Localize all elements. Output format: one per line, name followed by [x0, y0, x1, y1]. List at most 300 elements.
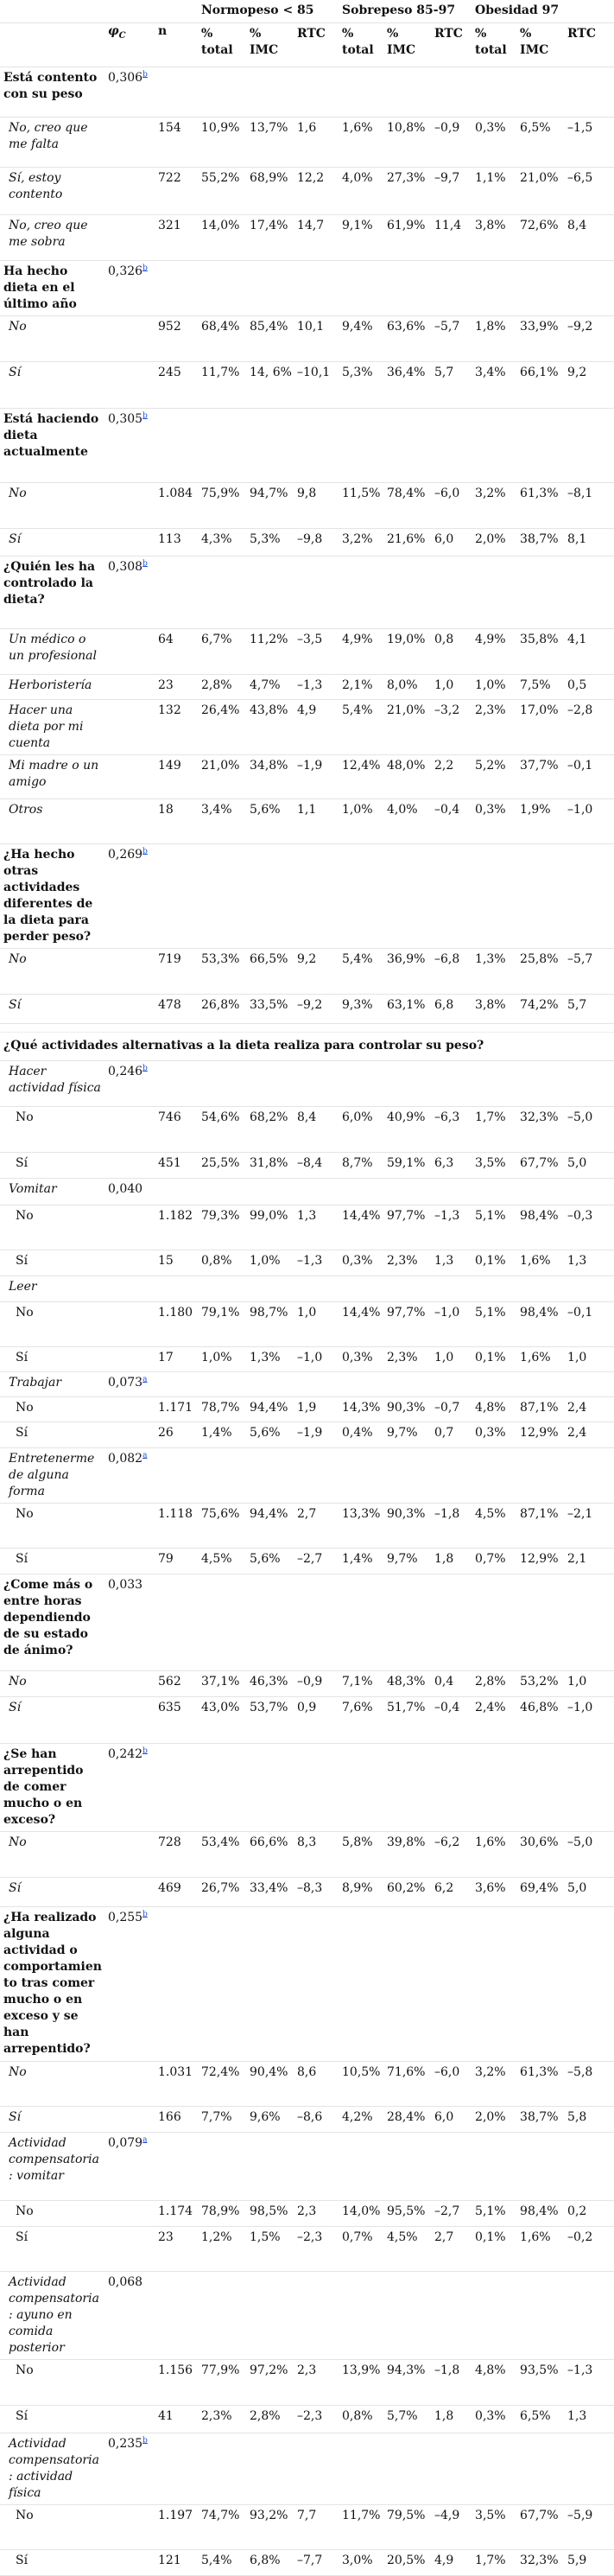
normopeso-rtc: –0,9 — [294, 1671, 339, 1697]
sobrepeso-imc — [384, 2272, 432, 2360]
n-value: 121 — [155, 2550, 199, 2576]
answer-row — [0, 949, 614, 995]
sobrepeso-total: 5,4% — [339, 949, 384, 995]
sobrepeso-imc: 39,8% — [384, 1832, 432, 1878]
normopeso-total — [199, 1448, 247, 1504]
normopeso-total: 4,5% — [199, 1549, 247, 1574]
obesidad-imc — [517, 844, 565, 949]
obesidad-total: 4,8% — [472, 2360, 517, 2406]
question-label: Está haciendo dieta actualmente — [0, 409, 105, 483]
normopeso-total — [199, 261, 247, 316]
sobrepeso-total — [339, 2272, 384, 2360]
normopeso-rtc: 4,9 — [294, 700, 339, 755]
obesidad-imc: 46,8% — [517, 1697, 565, 1744]
sobrepeso-rtc: 6,0 — [432, 529, 472, 557]
normopeso-total: 21,0% — [199, 755, 247, 799]
phi-cell — [105, 118, 155, 168]
sobrepeso-imc: 60,2% — [384, 1878, 432, 1907]
obesidad-imc — [517, 1179, 565, 1205]
answer-label: No — [0, 316, 105, 362]
normopeso-total: 72,4% — [199, 2062, 247, 2107]
phi-cell — [105, 557, 155, 629]
n-value — [155, 2272, 199, 2360]
n-value: 1.182 — [155, 1205, 199, 1250]
answer-row — [0, 1250, 614, 1276]
obesidad-total: 3,2% — [472, 2062, 517, 2107]
sobrepeso-total: 12,4% — [339, 755, 384, 799]
sobrepeso-rtc: 2,2 — [432, 755, 472, 799]
obesidad-imc: 32,3% — [517, 1107, 565, 1153]
phi-cell — [105, 2360, 155, 2406]
normopeso-total: 1,0% — [199, 1347, 247, 1372]
normopeso-rtc: 8,4 — [294, 1107, 339, 1153]
normopeso-imc — [247, 1179, 294, 1205]
normopeso-total: 55,2% — [199, 168, 247, 215]
obesidad-imc: 32,3% — [517, 2550, 565, 2576]
normopeso-total: 7,7% — [199, 2107, 247, 2133]
obesidad-rtc: 5,9 — [565, 2550, 614, 2576]
sobrepeso-imc — [384, 67, 432, 118]
question-row — [0, 2272, 614, 2360]
phi-cell — [105, 2406, 155, 2433]
obesidad-total — [472, 2272, 517, 2360]
sobrepeso-rtc: 5,7 — [432, 362, 472, 409]
n-value: 478 — [155, 995, 199, 1024]
sobrepeso-imc: 21,0% — [384, 700, 432, 755]
sobrepeso-rtc: –1,3 — [432, 1205, 472, 1250]
normopeso-total — [199, 1744, 247, 1832]
obesidad-total — [472, 1372, 517, 1397]
normopeso-total: 6,7% — [199, 629, 247, 675]
question-label: Ha hecho dieta en el último año — [0, 261, 105, 316]
answer-label: Sí — [0, 2107, 105, 2133]
header-group-sobrepeso: Sobrepeso 85-97 — [339, 0, 472, 23]
answer-row — [0, 995, 614, 1024]
n-value: 64 — [155, 629, 199, 675]
sobrepeso-rtc: 1,8 — [432, 1549, 472, 1574]
phi-cell — [105, 1107, 155, 1153]
normopeso-rtc — [294, 1574, 339, 1671]
obesidad-total: 3,5% — [472, 1153, 517, 1179]
normopeso-rtc — [294, 1276, 339, 1302]
obesidad-total — [472, 2133, 517, 2201]
normopeso-imc — [247, 1744, 294, 1832]
normopeso-rtc: 2,3 — [294, 2360, 339, 2406]
normopeso-total: 2,3% — [199, 2406, 247, 2433]
phi-cell — [105, 2133, 155, 2201]
obesidad-imc: 93,5% — [517, 2360, 565, 2406]
sobrepeso-imc: 19,0% — [384, 629, 432, 675]
header-total-2: % total — [339, 23, 384, 67]
answer-label: Sí — [0, 1347, 105, 1372]
obesidad-rtc: 2,1 — [565, 1549, 614, 1574]
obesidad-imc: 25,8% — [517, 949, 565, 995]
sobrepeso-imc: 90,3% — [384, 1397, 432, 1422]
obesidad-rtc — [565, 261, 614, 316]
footnote-link[interactable]: b — [142, 70, 148, 80]
phi-value: 0,079 — [108, 2136, 143, 2150]
footnote-link[interactable]: b — [142, 264, 148, 273]
answer-row — [0, 1107, 614, 1153]
question-row — [0, 1372, 614, 1397]
sobrepeso-rtc: –6,8 — [432, 949, 472, 995]
answer-label: Sí — [0, 1697, 105, 1744]
sobrepeso-imc: 28,4% — [384, 2107, 432, 2133]
answer-row — [0, 215, 614, 261]
sobrepeso-imc: 94,3% — [384, 2360, 432, 2406]
normopeso-imc — [247, 261, 294, 316]
header-group-obesidad: Obesidad 97 — [472, 0, 614, 23]
phi-cell — [105, 700, 155, 755]
obesidad-rtc: –1,0 — [565, 1697, 614, 1744]
n-value: 321 — [155, 215, 199, 261]
answer-label: No — [0, 2360, 105, 2406]
sobrepeso-rtc: –0,4 — [432, 799, 472, 844]
obesidad-rtc: –9,2 — [565, 316, 614, 362]
obesidad-rtc — [565, 1179, 614, 1205]
obesidad-imc — [517, 1907, 565, 2062]
normopeso-imc — [247, 1276, 294, 1302]
normopeso-total: 25,5% — [199, 1153, 247, 1179]
obesidad-imc — [517, 409, 565, 483]
normopeso-imc: 90,4% — [247, 2062, 294, 2107]
sobrepeso-rtc: 0,7 — [432, 1422, 472, 1448]
phi-cell — [105, 1302, 155, 1347]
normopeso-total: 74,7% — [199, 2505, 247, 2550]
sobrepeso-rtc: –3,2 — [432, 700, 472, 755]
n-value — [155, 409, 199, 483]
normopeso-imc: 5,3% — [247, 529, 294, 557]
sobrepeso-rtc: –6,3 — [432, 1107, 472, 1153]
sobrepeso-rtc — [432, 2433, 472, 2505]
sobrepeso-imc: 4,0% — [384, 799, 432, 844]
normopeso-imc: 94,4% — [247, 1397, 294, 1422]
sobrepeso-imc: 5,7% — [384, 2406, 432, 2433]
header-total-1: % total — [199, 23, 247, 67]
sobrepeso-imc: 10,8% — [384, 118, 432, 168]
answer-row — [0, 1153, 614, 1179]
question-label: ¿Ha hecho otras actividades diferentes de la dieta para perder peso? — [0, 844, 105, 949]
normopeso-imc: 68,2% — [247, 1107, 294, 1153]
sobrepeso-imc — [384, 1448, 432, 1504]
normopeso-imc: 66,6% — [247, 1832, 294, 1878]
sobrepeso-total: 14,3% — [339, 1397, 384, 1422]
obesidad-imc: 98,4% — [517, 1302, 565, 1347]
sobrepeso-imc — [384, 1744, 432, 1832]
normopeso-total: 26,7% — [199, 1878, 247, 1907]
normopeso-rtc: 12,2 — [294, 168, 339, 215]
normopeso-rtc — [294, 2433, 339, 2505]
footnote-link[interactable]: b — [142, 2436, 148, 2446]
obesidad-rtc — [565, 2433, 614, 2505]
obesidad-rtc: –1,5 — [565, 118, 614, 168]
obesidad-imc — [517, 2272, 565, 2360]
sobrepeso-imc: 2,3% — [384, 1347, 432, 1372]
obesidad-total: 2,0% — [472, 2107, 517, 2133]
normopeso-rtc: 9,8 — [294, 483, 339, 529]
sobrepeso-rtc: –0,9 — [432, 118, 472, 168]
sobrepeso-total — [339, 2433, 384, 2505]
obesidad-imc — [517, 1574, 565, 1671]
obesidad-rtc: –1,3 — [565, 2360, 614, 2406]
sobrepeso-rtc: –1,8 — [432, 1504, 472, 1549]
normopeso-total: 37,1% — [199, 1671, 247, 1697]
sobrepeso-imc: 59,1% — [384, 1153, 432, 1179]
obesidad-total: 0,1% — [472, 1347, 517, 1372]
normopeso-total: 2,8% — [199, 675, 247, 700]
phi-cell — [105, 316, 155, 362]
obesidad-rtc — [565, 1907, 614, 2062]
normopeso-rtc: –1,0 — [294, 1347, 339, 1372]
sobrepeso-imc — [384, 557, 432, 629]
normopeso-rtc — [294, 409, 339, 483]
obesidad-rtc: –1,0 — [565, 799, 614, 844]
obesidad-imc: 7,5% — [517, 675, 565, 700]
normopeso-total — [199, 1061, 247, 1107]
sobrepeso-imc: 90,3% — [384, 1504, 432, 1549]
normopeso-total — [199, 1574, 247, 1671]
header-blank — [0, 23, 105, 67]
question-row — [0, 2133, 614, 2201]
normopeso-imc — [247, 2433, 294, 2505]
normopeso-rtc: –1,9 — [294, 1422, 339, 1448]
phi-cell — [105, 1744, 155, 1832]
normopeso-rtc: 9,2 — [294, 949, 339, 995]
obesidad-rtc — [565, 1574, 614, 1671]
answer-label: Sí — [0, 1878, 105, 1907]
normopeso-imc — [247, 2133, 294, 2201]
n-value: 23 — [155, 675, 199, 700]
obesidad-total: 5,1% — [472, 1302, 517, 1347]
sobrepeso-imc: 71,6% — [384, 2062, 432, 2107]
obesidad-imc: 33,9% — [517, 316, 565, 362]
obesidad-total: 2,0% — [472, 529, 517, 557]
n-value: 1.171 — [155, 1397, 199, 1422]
sobrepeso-imc — [384, 409, 432, 483]
obesidad-imc: 87,1% — [517, 1397, 565, 1422]
sobrepeso-total: 14,4% — [339, 1302, 384, 1347]
obesidad-imc: 1,6% — [517, 1347, 565, 1372]
sobrepeso-total: 14,0% — [339, 2201, 384, 2227]
normopeso-total: 78,7% — [199, 1397, 247, 1422]
sobrepeso-total: 0,3% — [339, 1347, 384, 1372]
n-value: 132 — [155, 700, 199, 755]
obesidad-imc: 17,0% — [517, 700, 565, 755]
obesidad-total: 1,0% — [472, 675, 517, 700]
obesidad-imc: 21,0% — [517, 168, 565, 215]
header-phi: $\varphi_C$ — [105, 23, 155, 67]
normopeso-total — [199, 844, 247, 949]
normopeso-total: 10,9% — [199, 118, 247, 168]
obesidad-imc — [517, 1372, 565, 1397]
obesidad-rtc — [565, 409, 614, 483]
obesidad-imc: 74,2% — [517, 995, 565, 1024]
normopeso-rtc: –8,4 — [294, 1153, 339, 1179]
obesidad-imc: 53,2% — [517, 1671, 565, 1697]
obesidad-imc — [517, 557, 565, 629]
sobrepeso-rtc: –6,2 — [432, 1832, 472, 1878]
sobrepeso-total: 7,1% — [339, 1671, 384, 1697]
obesidad-total — [472, 1448, 517, 1504]
normopeso-imc: 43,8% — [247, 700, 294, 755]
header-imc-1: % IMC — [247, 23, 294, 67]
obesidad-rtc: –0,1 — [565, 1302, 614, 1347]
question-row — [0, 1179, 614, 1205]
answer-row — [0, 362, 614, 409]
normopeso-imc: 5,6% — [247, 1549, 294, 1574]
normopeso-total: 75,6% — [199, 1504, 247, 1549]
n-value: 23 — [155, 2227, 199, 2272]
obesidad-rtc — [565, 2133, 614, 2201]
answer-row — [0, 1302, 614, 1347]
question-row — [0, 1744, 614, 1832]
n-value: 149 — [155, 755, 199, 799]
sobrepeso-total — [339, 67, 384, 118]
sobrepeso-imc: 36,4% — [384, 362, 432, 409]
normopeso-total — [199, 67, 247, 118]
answer-label: No — [0, 483, 105, 529]
phi-cell — [105, 1549, 155, 1574]
normopeso-imc — [247, 557, 294, 629]
normopeso-rtc: –3,5 — [294, 629, 339, 675]
header-rtc-1: RTC — [294, 23, 339, 67]
normopeso-imc: 53,7% — [247, 1697, 294, 1744]
obesidad-total: 3,8% — [472, 215, 517, 261]
n-value: 451 — [155, 1153, 199, 1179]
normopeso-total: 3,4% — [199, 799, 247, 844]
sobrepeso-total — [339, 1574, 384, 1671]
normopeso-imc: 33,5% — [247, 995, 294, 1024]
obesidad-rtc: –8,1 — [565, 483, 614, 529]
obesidad-total — [472, 1179, 517, 1205]
obesidad-total: 1,6% — [472, 1832, 517, 1878]
sobrepeso-total: 7,6% — [339, 1697, 384, 1744]
footnote-link[interactable]: b — [142, 411, 148, 421]
footnote-link[interactable]: b — [142, 1910, 148, 1919]
header-group-normopeso: Normopeso < 85 — [199, 0, 339, 23]
footnote-link[interactable]: a — [142, 1375, 148, 1384]
obesidad-total: 1,7% — [472, 2550, 517, 2576]
sobrepeso-imc: 63,1% — [384, 995, 432, 1024]
question-row — [0, 844, 614, 949]
obesidad-rtc: –6,5 — [565, 168, 614, 215]
sobrepeso-total: 6,0% — [339, 1107, 384, 1153]
normopeso-imc: 1,0% — [247, 1250, 294, 1276]
question-label: Entretenerme de alguna forma — [0, 1448, 105, 1504]
obesidad-imc: 38,7% — [517, 529, 565, 557]
normopeso-imc — [247, 1061, 294, 1107]
obesidad-total: 0,3% — [472, 2406, 517, 2433]
footnote-link[interactable]: a — [142, 2135, 148, 2145]
sobrepeso-total: 5,3% — [339, 362, 384, 409]
phi-cell — [105, 1504, 155, 1549]
obesidad-rtc — [565, 1276, 614, 1302]
obesidad-total: 3,6% — [472, 1878, 517, 1907]
obesidad-total — [472, 1907, 517, 2062]
normopeso-imc: 98,5% — [247, 2201, 294, 2227]
phi-cell — [105, 1372, 155, 1397]
normopeso-imc: 94,7% — [247, 483, 294, 529]
answer-label: Sí — [0, 2227, 105, 2272]
footnote-link[interactable]: b — [142, 1064, 148, 1073]
answer-row — [0, 1205, 614, 1250]
phi-value: 0,235 — [108, 2437, 143, 2451]
sobrepeso-rtc — [432, 2272, 472, 2360]
sobrepeso-total: 1,0% — [339, 799, 384, 844]
phi-value: 0,068 — [108, 2275, 143, 2289]
phi-cell — [105, 949, 155, 995]
n-value: 17 — [155, 1347, 199, 1372]
sobrepeso-total: 9,4% — [339, 316, 384, 362]
phi-cell — [105, 215, 155, 261]
obesidad-total: 0,3% — [472, 799, 517, 844]
sobrepeso-imc: 97,7% — [384, 1302, 432, 1347]
header-imc-3: % IMC — [517, 23, 565, 67]
footnote-link[interactable]: b — [142, 559, 148, 569]
footnote-link[interactable]: b — [142, 1746, 148, 1756]
phi-cell — [105, 1574, 155, 1671]
sobrepeso-total: 0,8% — [339, 2406, 384, 2433]
sobrepeso-rtc: –6,0 — [432, 483, 472, 529]
phi-value: 0,082 — [108, 1452, 143, 1466]
obesidad-total: 1,3% — [472, 949, 517, 995]
question-row — [0, 1276, 614, 1302]
obesidad-rtc: –5,0 — [565, 1107, 614, 1153]
obesidad-rtc: –0,2 — [565, 2227, 614, 2272]
sobrepeso-total: 2,1% — [339, 675, 384, 700]
sobrepeso-rtc: 1,0 — [432, 675, 472, 700]
question-row — [0, 409, 614, 483]
answer-label: Sí, estoy contento — [0, 168, 105, 215]
obesidad-total: 1,7% — [472, 1107, 517, 1153]
sobrepeso-imc — [384, 261, 432, 316]
n-value: 719 — [155, 949, 199, 995]
table-body — [0, 67, 614, 2576]
normopeso-rtc: –1,3 — [294, 1250, 339, 1276]
sobrepeso-rtc: 0,4 — [432, 1671, 472, 1697]
sobrepeso-total — [339, 1372, 384, 1397]
obesidad-rtc: 1,0 — [565, 1347, 614, 1372]
normopeso-total: 14,0% — [199, 215, 247, 261]
normopeso-imc: 85,4% — [247, 316, 294, 362]
phi-value: 0,246 — [108, 1065, 143, 1078]
sobrepeso-total — [339, 1276, 384, 1302]
obesidad-rtc: 5,8 — [565, 2107, 614, 2133]
sobrepeso-imc: 2,3% — [384, 1250, 432, 1276]
normopeso-rtc — [294, 2133, 339, 2201]
obesidad-imc — [517, 1276, 565, 1302]
sobrepeso-total: 11,7% — [339, 2505, 384, 2550]
n-value: 952 — [155, 316, 199, 362]
sobrepeso-imc — [384, 844, 432, 949]
sobrepeso-total: 1,6% — [339, 118, 384, 168]
sobrepeso-imc: 63,6% — [384, 316, 432, 362]
sobrepeso-rtc — [432, 1276, 472, 1302]
n-value: 79 — [155, 1549, 199, 1574]
header-total-3: % total — [472, 23, 517, 67]
normopeso-total — [199, 1179, 247, 1205]
phi-value: 0,255 — [108, 1911, 143, 1924]
answer-row — [0, 2406, 614, 2433]
obesidad-total: 5,1% — [472, 1205, 517, 1250]
n-value: 1.197 — [155, 2505, 199, 2550]
obesidad-total: 3,5% — [472, 2505, 517, 2550]
sobrepeso-rtc: 1,8 — [432, 2406, 472, 2433]
footnote-link[interactable]: b — [142, 847, 148, 856]
footnote-link[interactable]: a — [142, 1451, 148, 1460]
normopeso-total — [199, 2272, 247, 2360]
n-value: 1.084 — [155, 483, 199, 529]
